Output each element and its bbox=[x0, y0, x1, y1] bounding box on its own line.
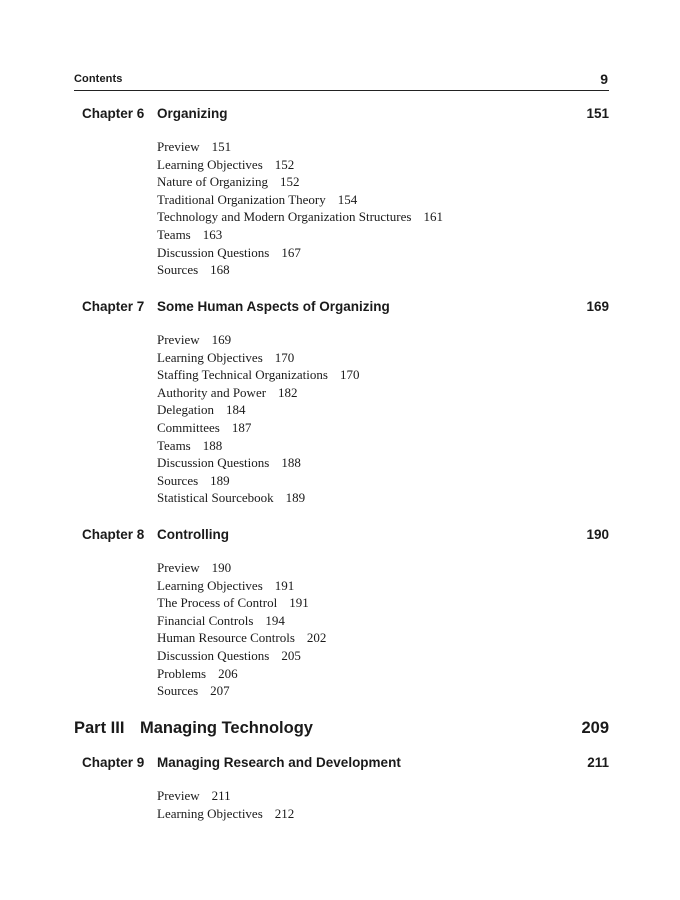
section-entry bbox=[157, 489, 609, 507]
section-title: Learning Objectives bbox=[157, 349, 263, 365]
section-page: 182 bbox=[278, 384, 298, 400]
chapter-title: Some Human Aspects of Organizing bbox=[157, 299, 390, 314]
section-title: Sources bbox=[157, 683, 199, 699]
chapter-heading bbox=[82, 106, 609, 126]
section-title: Problems bbox=[157, 665, 207, 681]
section-title: The Process of Control bbox=[157, 595, 278, 611]
section-title: Authority and Power bbox=[157, 384, 267, 400]
section-page: 152 bbox=[279, 174, 300, 190]
section-list bbox=[157, 331, 609, 507]
section-entry bbox=[157, 156, 609, 174]
section-title: Teams bbox=[157, 226, 191, 242]
page-number: 9 bbox=[600, 71, 608, 87]
section-entry bbox=[157, 682, 609, 700]
section-entry bbox=[157, 419, 609, 437]
chapter-heading bbox=[82, 299, 609, 319]
section-page: 190 bbox=[211, 560, 232, 575]
section-page: 188 bbox=[281, 455, 301, 471]
section-title: Preview bbox=[157, 788, 200, 803]
section-entry bbox=[157, 787, 609, 805]
part-title: Managing Technology bbox=[140, 719, 313, 737]
section-page: 207 bbox=[210, 683, 230, 699]
chapter-title: Controlling bbox=[157, 527, 229, 542]
section-page: 191 bbox=[274, 577, 295, 593]
section-title: Learning Objectives bbox=[157, 577, 263, 593]
section-title: Teams bbox=[157, 437, 191, 453]
chapter-page: 211 bbox=[587, 755, 609, 770]
section-entry bbox=[157, 261, 609, 279]
section-page: 168 bbox=[210, 262, 230, 278]
section-entry bbox=[157, 173, 609, 191]
chapter-page: 151 bbox=[586, 106, 609, 121]
section-entry bbox=[157, 647, 609, 665]
section-page: 170 bbox=[339, 367, 360, 383]
section-title: Committees bbox=[157, 419, 220, 435]
chapter-page: 190 bbox=[586, 527, 609, 542]
section-page: 161 bbox=[423, 209, 443, 225]
section-page: 202 bbox=[306, 630, 327, 646]
section-title: Learning Objectives bbox=[157, 805, 263, 821]
section-title: Preview bbox=[157, 332, 200, 347]
section-entry bbox=[157, 594, 609, 612]
section-entry bbox=[157, 244, 609, 262]
chapter-heading bbox=[82, 755, 609, 775]
section-entry bbox=[157, 331, 609, 349]
section-title: Sources bbox=[157, 262, 199, 278]
part-heading bbox=[74, 719, 609, 741]
chapter-6-entry bbox=[82, 106, 609, 279]
section-page: 188 bbox=[202, 437, 223, 453]
section-title: Discussion Questions bbox=[157, 647, 270, 663]
section-entry bbox=[157, 559, 609, 577]
section-page: 206 bbox=[218, 665, 238, 681]
chapter-number: Chapter 6 bbox=[82, 106, 145, 121]
section-entry bbox=[157, 138, 609, 156]
section-title: Preview bbox=[157, 139, 200, 154]
section-entry bbox=[157, 366, 609, 384]
chapter-title: Organizing bbox=[157, 106, 228, 121]
section-page: 167 bbox=[281, 244, 301, 260]
section-page: 211 bbox=[211, 788, 231, 803]
section-entry bbox=[157, 208, 609, 226]
section-title: Technology and Modern Organization Structures bbox=[157, 209, 412, 225]
section-title: Staffing Technical Organizations bbox=[157, 367, 328, 383]
section-entry bbox=[157, 401, 609, 419]
section-entry bbox=[157, 665, 609, 683]
section-entry bbox=[157, 191, 609, 209]
section-list bbox=[157, 787, 609, 822]
section-page: 187 bbox=[231, 419, 252, 435]
section-entry bbox=[157, 577, 609, 595]
section-page: 151 bbox=[211, 139, 232, 154]
chapter-number: Chapter 7 bbox=[82, 299, 145, 314]
chapter-number: Chapter 9 bbox=[82, 755, 145, 770]
section-title: Human Resource Controls bbox=[157, 630, 295, 646]
section-title: Preview bbox=[157, 560, 200, 575]
section-page: 189 bbox=[210, 472, 230, 488]
chapter-8-entry bbox=[82, 527, 609, 700]
section-entry bbox=[157, 384, 609, 402]
section-title: Delegation bbox=[157, 402, 215, 418]
section-entry bbox=[157, 454, 609, 472]
section-title: Statistical Sourcebook bbox=[157, 490, 274, 506]
section-page: 191 bbox=[289, 595, 309, 611]
section-title: Discussion Questions bbox=[157, 244, 270, 260]
section-list bbox=[157, 138, 609, 279]
section-title: Learning Objectives bbox=[157, 156, 263, 172]
section-page: 205 bbox=[281, 647, 301, 663]
section-entry bbox=[157, 805, 609, 823]
section-entry bbox=[157, 629, 609, 647]
running-header-label: Contents bbox=[74, 73, 123, 85]
section-page: 184 bbox=[226, 402, 246, 418]
section-title: Discussion Questions bbox=[157, 455, 270, 471]
chapter-9-entry bbox=[82, 755, 609, 822]
section-list bbox=[157, 559, 609, 700]
section-page: 169 bbox=[211, 332, 232, 347]
section-entry bbox=[157, 349, 609, 367]
section-entry bbox=[157, 226, 609, 244]
section-page: 152 bbox=[274, 156, 295, 172]
section-page: 189 bbox=[285, 490, 306, 506]
section-page: 154 bbox=[337, 191, 358, 207]
section-page: 170 bbox=[274, 349, 295, 365]
section-page: 194 bbox=[265, 612, 285, 628]
chapter-number: Chapter 8 bbox=[82, 527, 145, 542]
section-title: Financial Controls bbox=[157, 612, 254, 628]
section-entry bbox=[157, 612, 609, 630]
section-entry bbox=[157, 472, 609, 490]
part-page: 209 bbox=[581, 719, 609, 737]
running-header bbox=[74, 72, 609, 91]
part-number: Part III bbox=[74, 719, 125, 737]
chapter-7-entry bbox=[82, 299, 609, 507]
section-page: 163 bbox=[202, 226, 223, 242]
section-title: Traditional Organization Theory bbox=[157, 191, 326, 207]
section-entry bbox=[157, 437, 609, 455]
chapter-heading bbox=[82, 527, 609, 547]
section-title: Nature of Organizing bbox=[157, 174, 268, 190]
chapter-title: Managing Research and Development bbox=[157, 755, 401, 770]
chapter-page: 169 bbox=[586, 299, 609, 314]
section-page: 212 bbox=[274, 805, 295, 821]
section-title: Sources bbox=[157, 472, 199, 488]
